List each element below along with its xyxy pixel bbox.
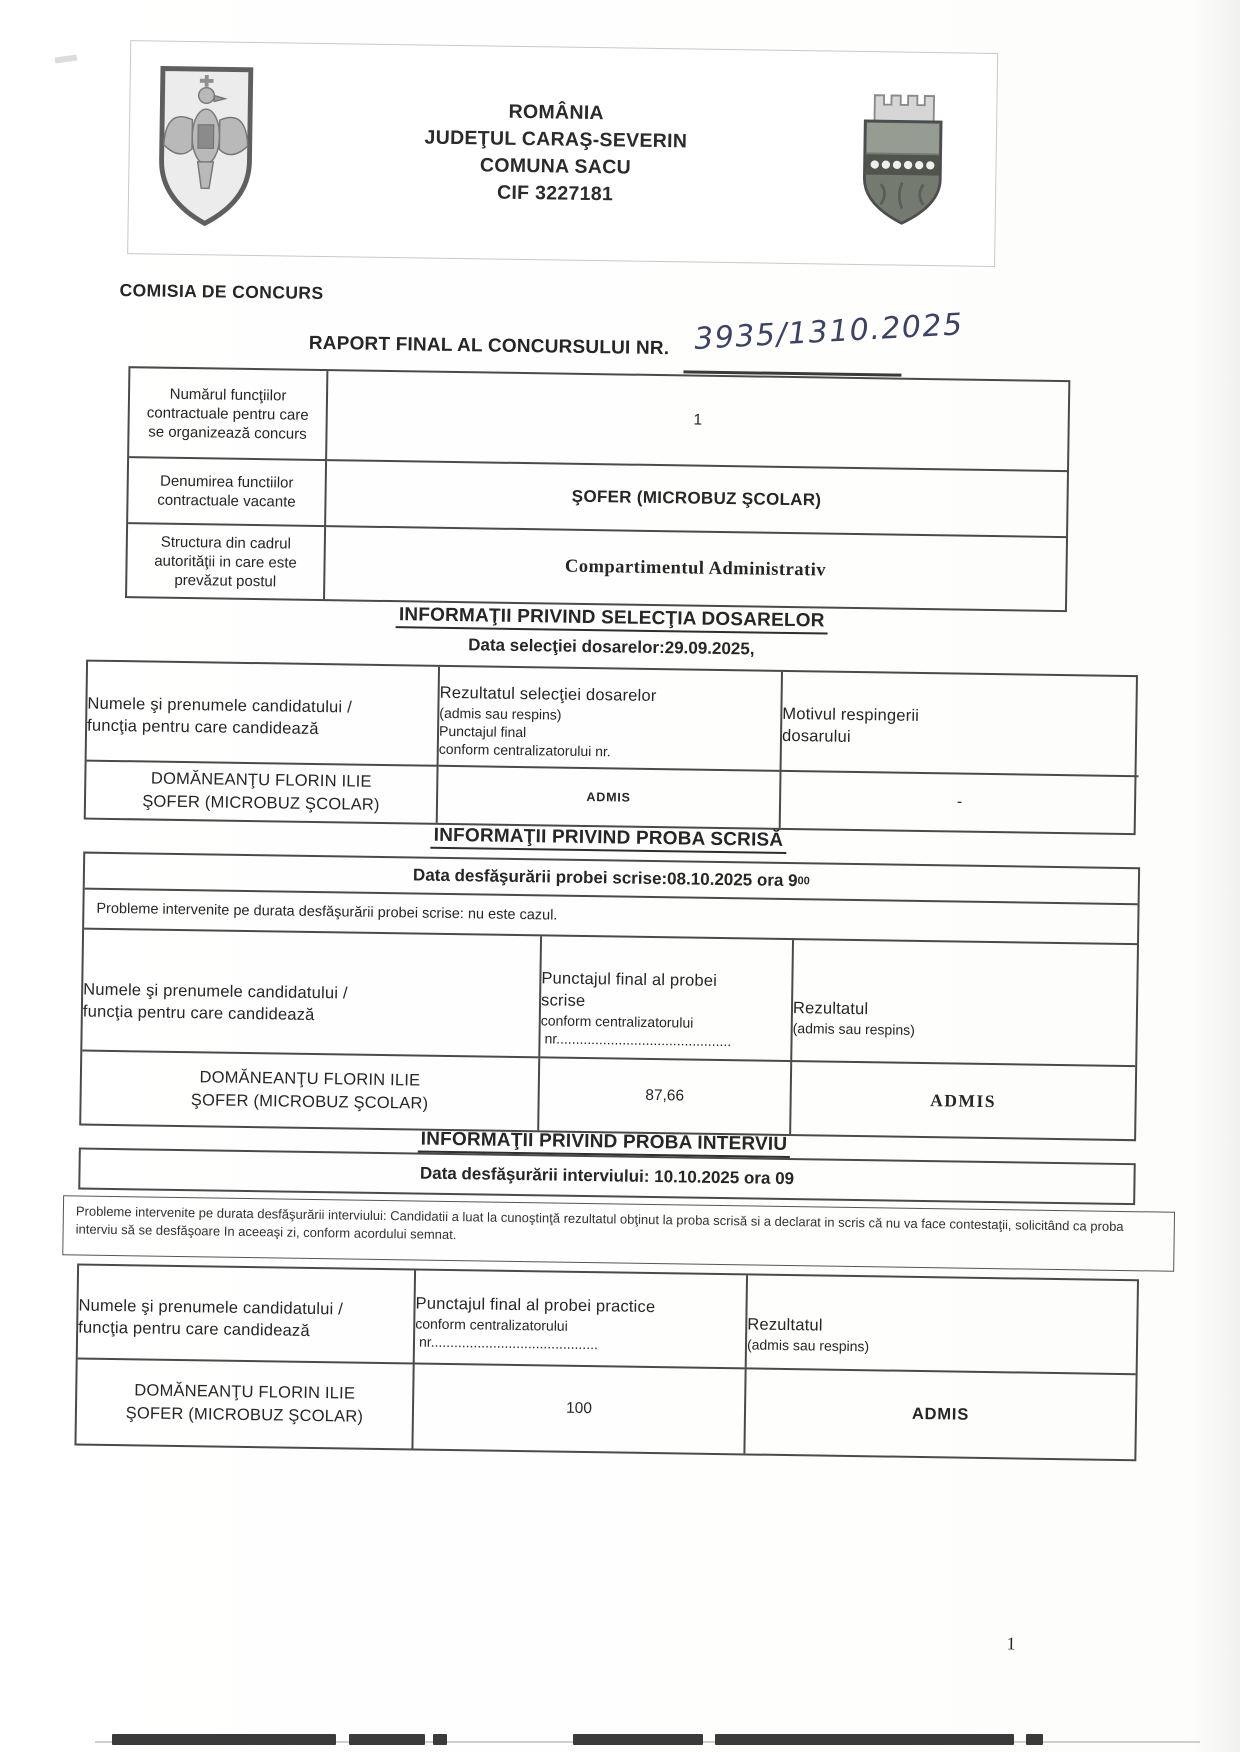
written-test-heading: INFORMAŢII PRIVIND PROBA SCRISĂ — [78, 819, 1138, 857]
selection-section-heading: INFORMAŢII PRIVIND SELECŢIA DOSARELOR — [82, 599, 1142, 637]
romania-coat-of-arms-icon — [150, 62, 261, 235]
selection-date-line: Data selecţiei dosarelor:29.09.2025, — [468, 635, 755, 659]
interview-date-line: Data desfăşurării interviului: 10.10.2025 ora 09 — [78, 1148, 1136, 1206]
interview-col-candidate-header: Numele şi prenumele candidatului / funcţia pentru care candidează — [78, 1266, 416, 1363]
report-title: RAPORT FINAL AL CONCURSULUI NR. — [308, 332, 670, 360]
scan-edge-band — [573, 1734, 703, 1745]
interview-score-cell: 100 — [413, 1365, 746, 1454]
post-info-value: 1 — [327, 371, 1068, 472]
letterhead-cif: CIF 3227181 — [496, 181, 614, 206]
written-score-cell: 87,66 — [539, 1058, 792, 1134]
sacu-commune-coat-of-arms-icon — [850, 81, 954, 235]
scan-edge-band — [112, 1734, 336, 1745]
commission-label: COMISIA DE CONCURS — [119, 280, 324, 304]
written-col-score-header: Punctajul final al probei scrise conform centralizatorului nr............................................. — [540, 936, 794, 1060]
handwritten-report-number: 3935/1310.2025 — [693, 307, 965, 357]
selection-col-reason-header: Motivul respingerii dosarului — [782, 672, 1140, 777]
scan-edge-band — [715, 1734, 1014, 1745]
selection-reason-cell: - — [956, 793, 963, 811]
interview-col-result-header: Rezultatul (admis sau respins) — [746, 1315, 870, 1355]
letterhead-country: ROMÂNIA — [508, 100, 605, 125]
selection-result-cell: ADMIS — [438, 767, 782, 828]
interview-col-score-header: Punctajul final al probei practice conform centralizatorului nr........................................... — [415, 1271, 748, 1368]
interview-table — [74, 1263, 1139, 1461]
post-info-table — [125, 366, 1070, 612]
post-info-value: ŞOFER (MICROBUZ ŞCOLAR) — [326, 461, 1067, 538]
written-test-date-line: Data desfăşurării probei scrise:08.10.2025 ora 9 00 — [85, 854, 1138, 906]
scan-edge-band — [1026, 1734, 1043, 1745]
post-info-label: Structura din cadrul autorităţii in care este prevăzut postul — [127, 524, 326, 599]
written-col-candidate-header: Numele şi prenumele candidatului / funcţia pentru care candidează — [82, 930, 542, 1057]
post-info-value: Compartimentul Administrativ — [564, 556, 827, 581]
selection-col-result-header: Rezultatul selecţiei dosarelor (admis sau respins) Punctajul final conform centralizatorului nr. — [439, 667, 783, 772]
scan-edge-band — [433, 1734, 447, 1745]
selection-candidate-cell: DOMĂNEANŢU FLORIN ILIE ŞOFER (MICROBUZ ŞCOLAR) — [86, 762, 439, 823]
letterhead-commune: COMUNA SACU — [479, 154, 632, 179]
selection-col-candidate-header: Numele şi prenumele candidatului / funcţia pentru care candidează — [87, 662, 440, 767]
written-candidate-cell: DOMĂNEANŢU FLORIN ILIE ŞOFER (MICROBUZ ŞCOLAR) — [81, 1052, 540, 1131]
letterhead-county: JUDEŢUL CARAŞ-SEVERIN — [424, 126, 688, 153]
post-info-label: Numărul funcţiilor contractuale pentru care se organizează concurs — [129, 368, 328, 461]
scan-edge-band — [349, 1734, 425, 1745]
letterhead — [127, 40, 998, 267]
letterhead-text — [259, 95, 853, 212]
post-info-label: Denumirea functiilor contractuale vacante — [128, 458, 327, 527]
written-col-result-header: Rezultatul (admis sau respins) — [792, 999, 915, 1038]
written-result-cell: ADMIS — [930, 1089, 997, 1111]
page-number: 1 — [1006, 1633, 1016, 1654]
interview-result-cell: ADMIS — [911, 1404, 970, 1424]
written-test-problems-line: Probleme intervenite pe durata desfăşurării probei scrise: nu este cazul. — [84, 890, 1137, 946]
interview-candidate-cell: DOMĂNEANŢU FLORIN ILIE ŞOFER (MICROBUZ ŞCOLAR) — [76, 1360, 414, 1449]
selection-table — [84, 660, 1138, 836]
written-test-table — [79, 852, 1140, 1142]
written-test-hour-superscript: 00 — [797, 875, 810, 888]
interview-problems-line: Probleme intervenite pe durata desfăşurării interviului: Candidatii a luat la cunoştinţă rezultatul obţinut la proba scrisă si a declarat in scris că nu va face contestaţii, solicitând ca proba interviu să se desfăşoare In aceeaşi zi, conform acordului semnat. — [62, 1195, 1175, 1271]
interview-heading: INFORMAŢII PRIVIND PROBA INTERVIU — [74, 1123, 1134, 1161]
